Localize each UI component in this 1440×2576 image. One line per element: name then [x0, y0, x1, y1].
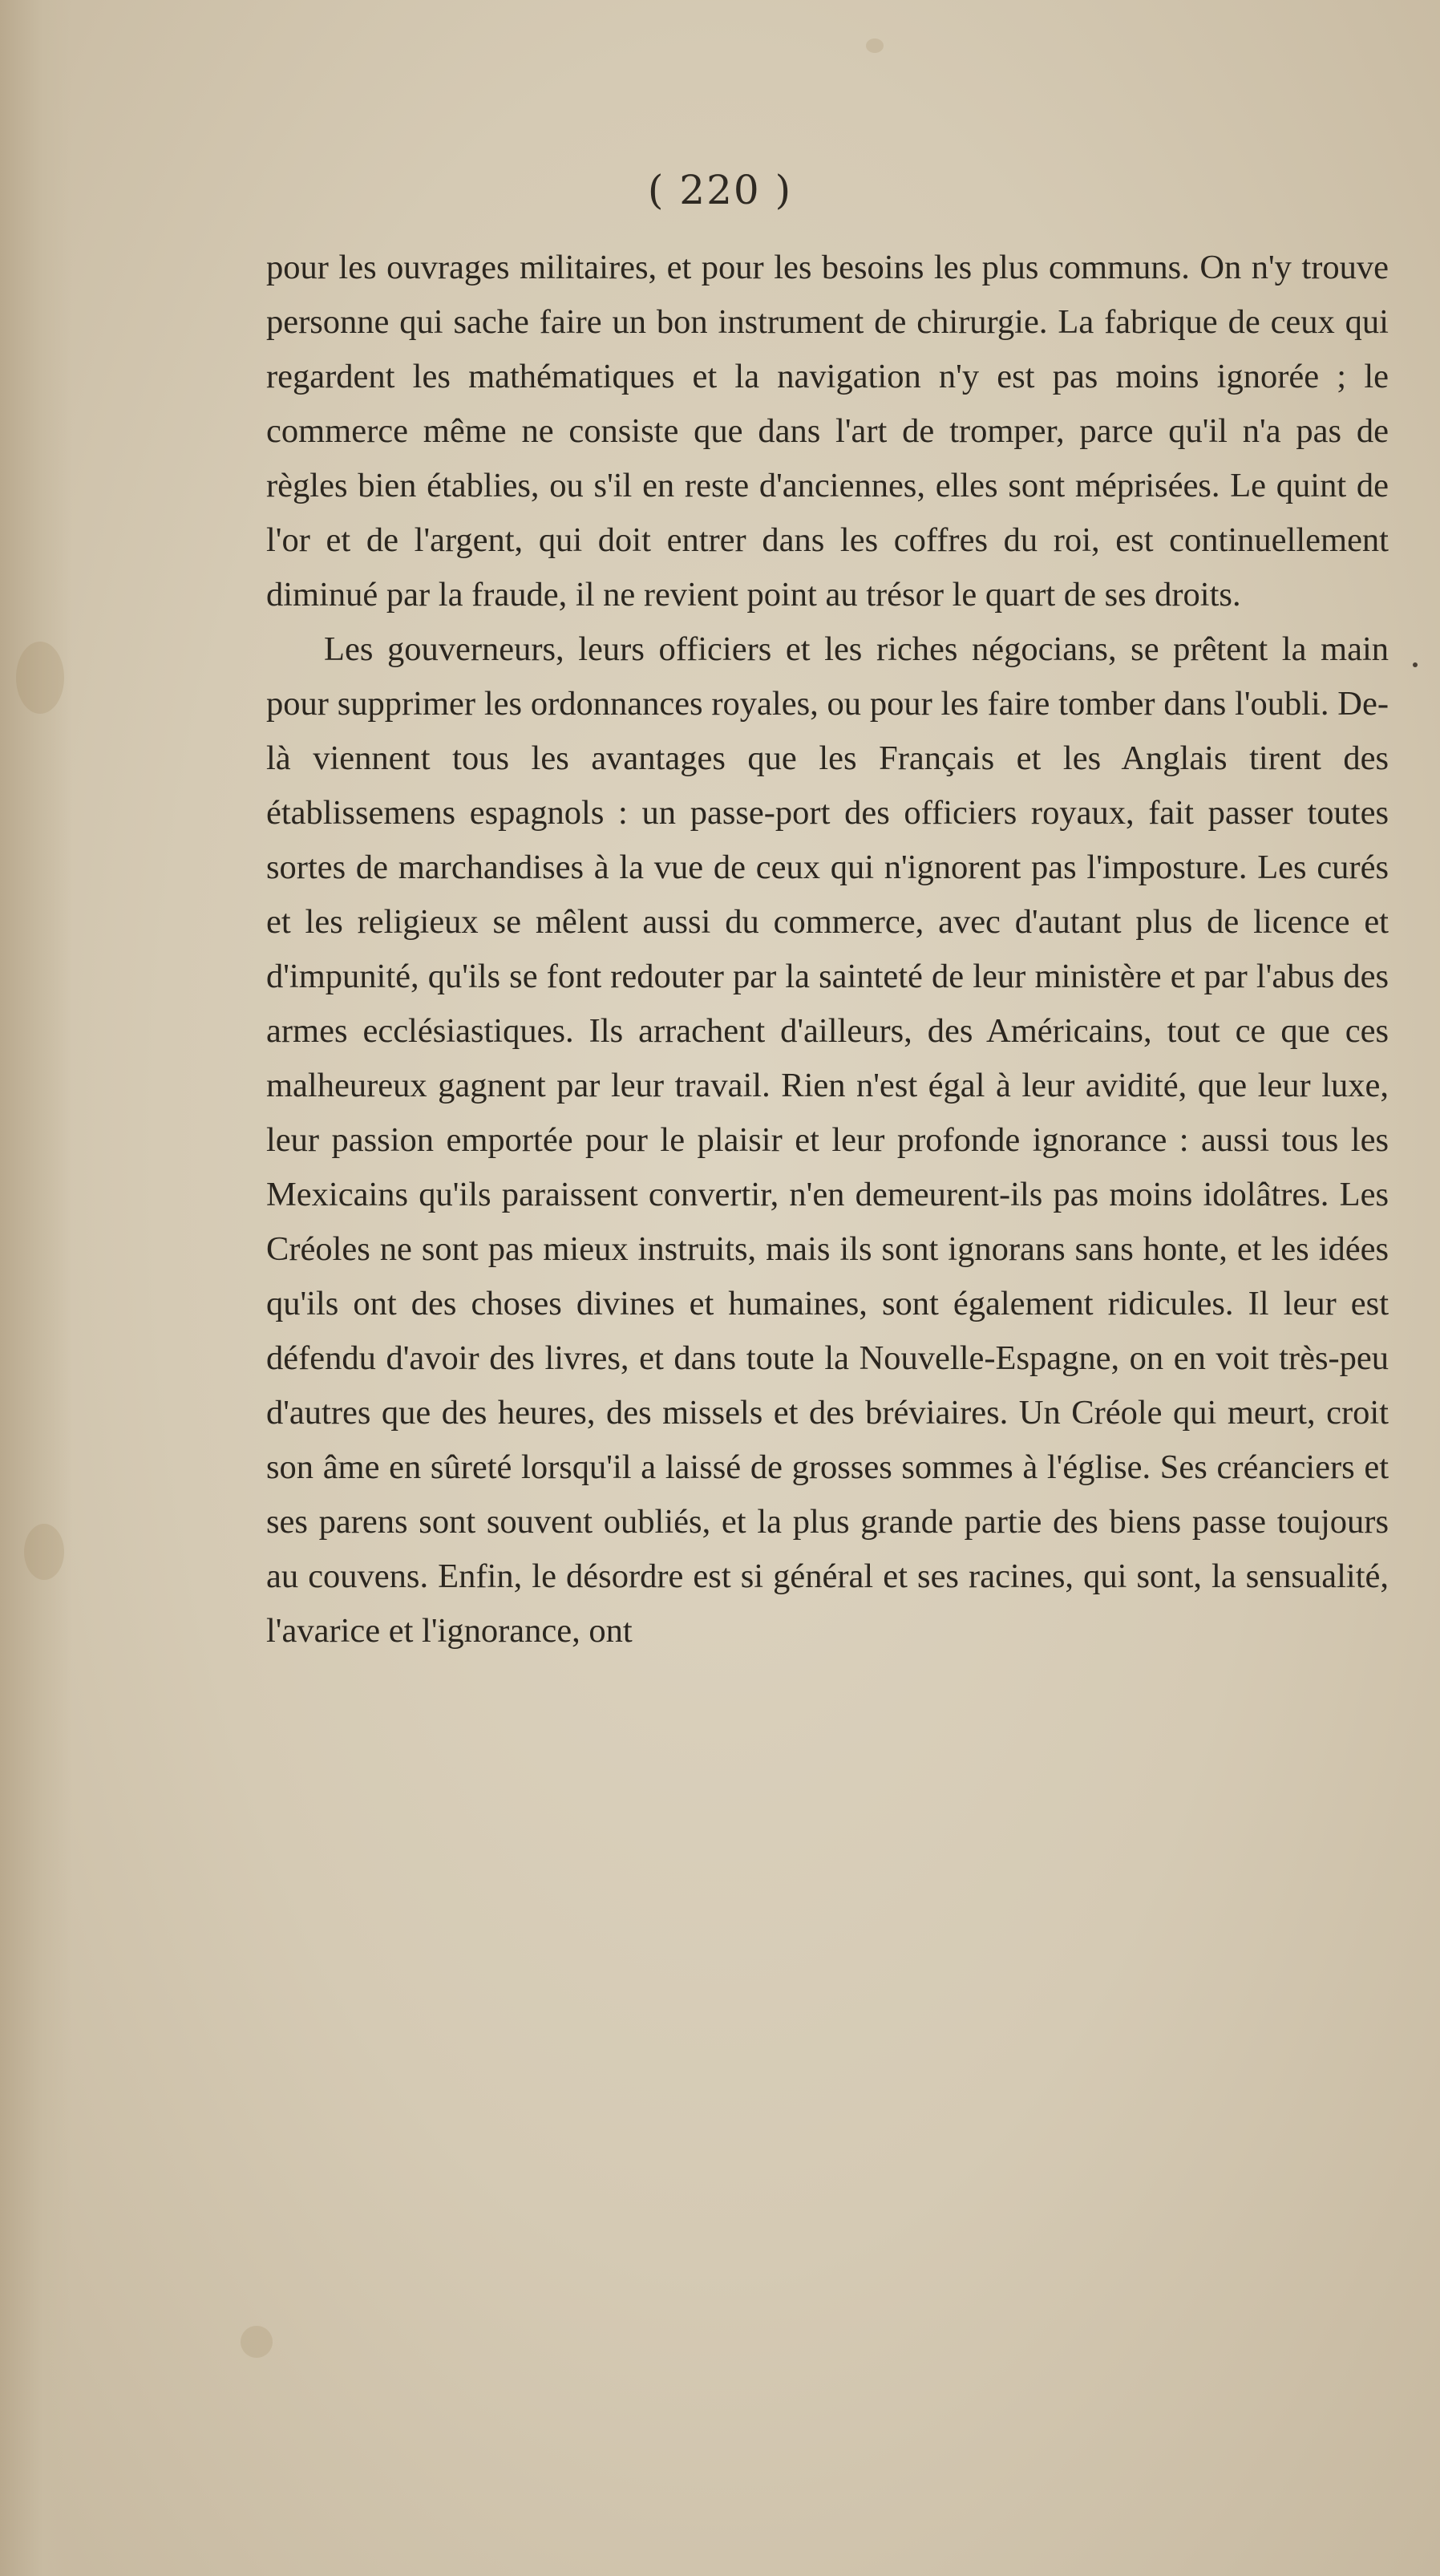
paragraph-1: pour les ouvrages militaires, et pour les besoins les plus communs. On n'y trouve personne qui sache faire un bon instrument de chirurgie. La fabrique de ceux qui regardent les mathématiques et la navigation n'y est pas moins ignorée ; le commerce même ne consiste que dans l'art de tromper, parce qu'il n'a pas de règles bien établies, ou s'il en reste d'anciennes, elles sont méprisées. Le quint de l'or et de l'argent, qui doit entrer dans les coffres du roi, est continuellement diminué par la fraude, il ne revient point au trésor le quart de ses droits. — [266, 249, 1389, 614]
page-gutter-shadow — [0, 0, 72, 2576]
foxing-spot — [24, 1524, 64, 1580]
body-text — [266, 241, 1389, 1659]
paragraph-2: Les gouverneurs, leurs officiers et les riches négocians, se prêtent la main pour supprimer les ordonnances royales, ou pour les faire tomber dans l'oubli. De-là viennent tous les avantages que les Français et les Anglais tirent des établissemens espagnols : un passe-port des officiers royaux, fait passer toutes sortes de marchandises à la vue de ceux qui n'ignorent pas l'imposture. Les curés et les religieux se mêlent aussi du commerce, avec d'autant plus de licence et d'impunité, qu'ils se font redouter par la sainteté de leur ministère et par l'abus des armes ecclésiastiques. Ils arrachent d'ailleurs, des Américains, tout ce que ces malheureux gagnent par leur travail. Rien n'est égal à leur avidité, que leur luxe, leur passion emportée pour le plaisir et leur profonde ignorance : aussi tous les Mexicains qu'ils paraissent convertir, n'en demeurent-ils pas moins idolâtres. Les Créoles ne sont pas mieux instruits, mais ils sont ignorans sans honte, et les idées qu'ils ont des choses divines et humaines, sont également ridicules. Il leur est défendu d'avoir des livres, et dans toute la Nouvelle-Espagne, on en voit très-peu d'autres que des heures, des missels et des bréviaires. Un Créole qui meurt, croit son âme en sûreté lorsqu'il a laissé de grosses sommes à l'église. Ses créanciers et ses parens sont souvent oubliés, et la plus grande partie des biens passe toujours au couvens. Enfin, le désordre est si général et ses racines, qui sont, la sensualité, l'avarice et l'ignorance, ont — [266, 630, 1389, 1650]
foxing-spot — [241, 2326, 273, 2358]
foxing-spot — [866, 38, 884, 53]
margin-dot — [1413, 662, 1418, 667]
foxing-spot — [16, 642, 64, 714]
page-number: ( 220 ) — [647, 167, 793, 213]
